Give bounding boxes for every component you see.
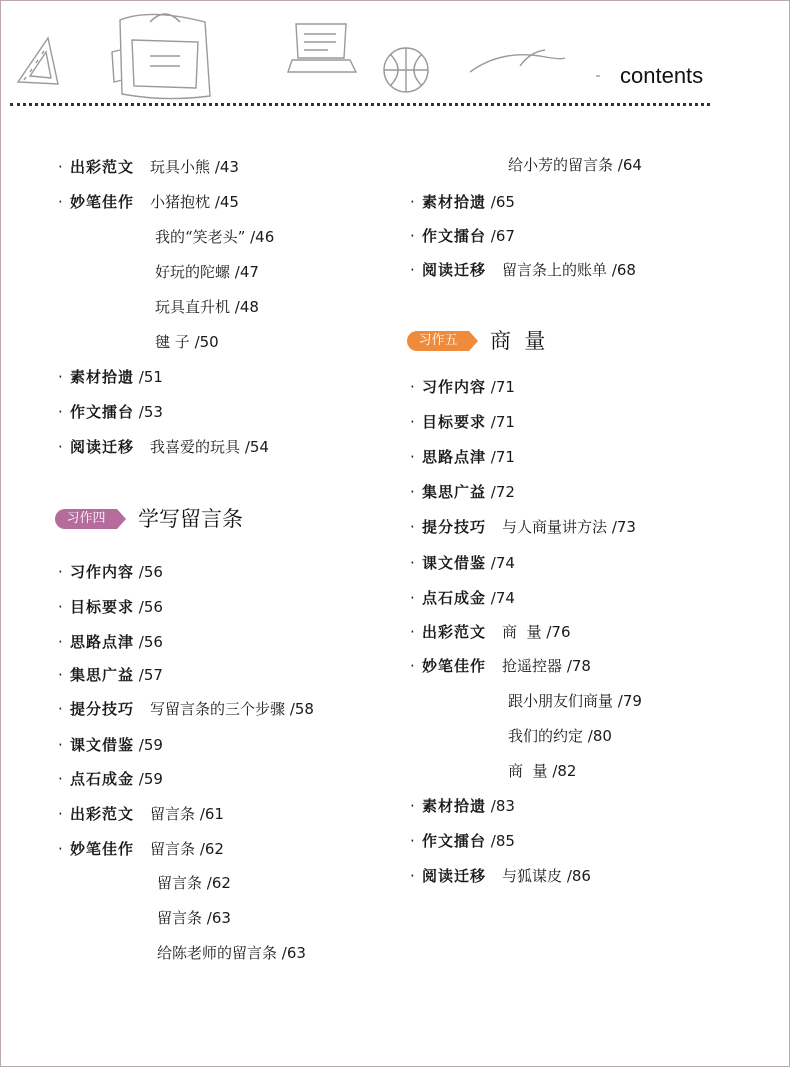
toc-category: 出彩范文 xyxy=(70,805,135,823)
toc-page: /71 xyxy=(490,378,515,396)
toc-entry[interactable] xyxy=(70,699,314,719)
toc-category: 素材拾遗 xyxy=(422,797,487,815)
toc-entry[interactable] xyxy=(422,377,515,397)
bullet: · xyxy=(410,227,415,245)
toc-entry[interactable] xyxy=(70,562,163,582)
toc-page: /61 xyxy=(199,805,224,823)
toc-entry[interactable] xyxy=(70,839,224,859)
toc-entry[interactable] xyxy=(422,482,515,502)
toc-page: /80 xyxy=(587,727,612,745)
bullet: · xyxy=(58,805,63,823)
toc-category: 妙笔佳作 xyxy=(70,193,135,211)
toc-entry[interactable] xyxy=(422,447,515,467)
bullet: · xyxy=(58,700,63,718)
bullet: · xyxy=(58,403,63,421)
bullet: · xyxy=(410,589,415,607)
bullet: · xyxy=(58,438,63,456)
toc-page: /62 xyxy=(206,874,231,892)
section-five-badge: 习作五 xyxy=(407,331,469,351)
section-five-arrow-icon xyxy=(469,331,478,351)
toc-page: /83 xyxy=(490,797,515,815)
toc-entry[interactable] xyxy=(70,735,163,755)
toc-entry[interactable] xyxy=(70,665,163,685)
toc-title: 我的“笑老头” xyxy=(155,228,246,246)
bullet: · xyxy=(410,261,415,279)
toc-category: 课文借鉴 xyxy=(422,554,487,572)
toc-title: 我喜爱的玩具 xyxy=(150,438,241,456)
toc-category: 点石成金 xyxy=(70,770,135,788)
toc-page: /65 xyxy=(490,193,515,211)
toc-entry[interactable] xyxy=(155,332,219,352)
toc-page: /59 xyxy=(138,770,163,788)
bullet: · xyxy=(58,158,63,176)
section-four-arrow-icon xyxy=(117,509,126,529)
toc-category: 阅读迁移 xyxy=(422,261,487,279)
toc-entry[interactable] xyxy=(422,656,591,676)
toc-page: /57 xyxy=(138,666,163,684)
bullet: · xyxy=(410,867,415,885)
toc-title: 毽 子 xyxy=(155,333,190,351)
toc-category: 作文擂台 xyxy=(422,227,487,245)
toc-page: /63 xyxy=(206,909,231,927)
toc-entry[interactable] xyxy=(508,726,612,746)
toc-title: 商 量 xyxy=(508,762,548,780)
toc-page: /54 xyxy=(244,438,269,456)
toc-title: 留言条 xyxy=(157,874,203,892)
toc-category: 阅读迁移 xyxy=(70,438,135,456)
toc-entry[interactable] xyxy=(155,262,259,282)
toc-category: 提分技巧 xyxy=(422,518,487,536)
toc-page: /72 xyxy=(490,483,515,501)
toc-page: /50 xyxy=(194,333,219,351)
bullet: · xyxy=(410,518,415,536)
toc-title: 好玩的陀螺 xyxy=(155,263,231,281)
bullet: · xyxy=(410,657,415,675)
toc-entry[interactable] xyxy=(422,192,515,212)
toc-title: 跟小朋友们商量 xyxy=(508,692,614,710)
toc-entry[interactable] xyxy=(422,260,636,280)
toc-entry[interactable] xyxy=(157,908,231,928)
laptop-icon xyxy=(288,24,356,72)
toc-entry[interactable] xyxy=(508,691,642,711)
bullet: · xyxy=(58,598,63,616)
toc-title: 给小芳的留言条 xyxy=(508,156,614,174)
toc-entry[interactable] xyxy=(70,437,269,457)
toc-category: 素材拾遗 xyxy=(422,193,487,211)
bullet: · xyxy=(410,623,415,641)
toc-entry[interactable] xyxy=(508,155,642,175)
bullet: · xyxy=(58,193,63,211)
toc-page: /56 xyxy=(138,598,163,616)
toc-page: /62 xyxy=(199,840,224,858)
toc-page: /56 xyxy=(138,633,163,651)
bullet: · xyxy=(410,832,415,850)
toc-category: 目标要求 xyxy=(422,413,487,431)
section-five-title: 商 量 xyxy=(490,329,546,353)
toc-page: /59 xyxy=(138,736,163,754)
toc-title: 留言条上的账单 xyxy=(502,261,608,279)
toc-category: 作文擂台 xyxy=(422,832,487,850)
toc-page: /63 xyxy=(281,944,306,962)
toc-entry[interactable] xyxy=(422,412,515,432)
toc-page: /71 xyxy=(490,448,515,466)
toc-title: 留言条 xyxy=(150,805,196,823)
toc-category: 妙笔佳作 xyxy=(70,840,135,858)
bullet: · xyxy=(410,797,415,815)
toc-category: 素材拾遗 xyxy=(70,368,135,386)
bullet: · xyxy=(410,193,415,211)
contents-heading: contents xyxy=(620,63,704,88)
toc-entry[interactable] xyxy=(422,517,636,537)
triangle-ruler-icon xyxy=(18,38,58,84)
toc-entry[interactable] xyxy=(70,367,163,387)
toc-entry[interactable] xyxy=(70,632,163,652)
toc-entry[interactable] xyxy=(422,796,515,816)
dotted-divider xyxy=(10,103,710,106)
section-four-title: 学写留言条 xyxy=(138,507,243,531)
toc-page: /71 xyxy=(490,413,515,431)
toc-page: /53 xyxy=(138,403,163,421)
toc-title: 与狐谋皮 xyxy=(502,867,563,885)
basketball-icon xyxy=(384,48,428,92)
toc-entry[interactable] xyxy=(70,597,163,617)
toc-entry[interactable] xyxy=(155,297,259,317)
toc-entry[interactable] xyxy=(155,227,274,247)
bullet: · xyxy=(58,666,63,684)
toc-entry[interactable] xyxy=(70,192,239,212)
toc-title: 玩具直升机 xyxy=(155,298,231,316)
toc-title: 写留言条的三个步骤 xyxy=(150,700,286,718)
toc-page: /43 xyxy=(214,158,239,176)
toc-entry[interactable] xyxy=(70,402,163,422)
backpack-icon xyxy=(112,14,210,99)
toc-page: /48 xyxy=(234,298,259,316)
toc-page: /76 xyxy=(546,623,571,641)
bullet: · xyxy=(58,736,63,754)
toc-title: 留言条 xyxy=(150,840,196,858)
bullet: · xyxy=(58,840,63,858)
toc-entry[interactable] xyxy=(70,769,163,789)
toc-entry[interactable] xyxy=(508,761,576,781)
toc-page: /58 xyxy=(289,700,314,718)
toc-entry[interactable] xyxy=(422,866,591,886)
toc-title: 小猪抱枕 xyxy=(150,193,211,211)
toc-page: /74 xyxy=(490,554,515,572)
toc-page: /56 xyxy=(138,563,163,581)
bullet: · xyxy=(410,378,415,396)
bullet: · xyxy=(58,633,63,651)
toc-page: /64 xyxy=(617,156,642,174)
bullet: · xyxy=(410,413,415,431)
toc-title: 玩具小熊 xyxy=(150,158,211,176)
toc-page: /51 xyxy=(138,368,163,386)
section-four-badge: 习作四 xyxy=(55,509,117,529)
toc-category: 思路点津 xyxy=(70,633,135,651)
toc-page: /45 xyxy=(214,193,239,211)
toc-title: 留言条 xyxy=(157,909,203,927)
bullet: · xyxy=(58,770,63,788)
toc-category: 集思广益 xyxy=(422,483,487,501)
toc-category: 点石成金 xyxy=(422,589,487,607)
toc-entry[interactable] xyxy=(422,226,515,246)
toc-page: /73 xyxy=(611,518,636,536)
toc-category: 集思广益 xyxy=(70,666,135,684)
toc-category: 目标要求 xyxy=(70,598,135,616)
toc-category: 出彩范文 xyxy=(422,623,487,641)
sketch-swoosh-icon xyxy=(470,50,600,76)
toc-page: /82 xyxy=(552,762,577,780)
toc-category: 作文擂台 xyxy=(70,403,135,421)
bullet: · xyxy=(410,483,415,501)
toc-page: /79 xyxy=(617,692,642,710)
toc-category: 习作内容 xyxy=(70,563,135,581)
toc-entry[interactable] xyxy=(157,943,306,963)
toc-category: 妙笔佳作 xyxy=(422,657,487,675)
toc-title: 抢遥控器 xyxy=(502,657,563,675)
toc-entry[interactable] xyxy=(422,831,515,851)
toc-category: 课文借鉴 xyxy=(70,736,135,754)
toc-category: 习作内容 xyxy=(422,378,487,396)
toc-page: /85 xyxy=(490,832,515,850)
toc-page: /46 xyxy=(250,228,275,246)
toc-entry[interactable] xyxy=(157,873,231,893)
toc-category: 出彩范文 xyxy=(70,158,135,176)
toc-page: /74 xyxy=(490,589,515,607)
toc-page: /86 xyxy=(566,867,591,885)
bullet: · xyxy=(58,368,63,386)
toc-entry[interactable] xyxy=(70,804,224,824)
bullet: · xyxy=(410,448,415,466)
toc-entry[interactable] xyxy=(422,553,515,573)
toc-title: 与人商量讲方法 xyxy=(502,518,608,536)
toc-title: 商 量 xyxy=(502,623,542,641)
toc-entry[interactable] xyxy=(422,588,515,608)
toc-page: /67 xyxy=(490,227,515,245)
toc-category: 思路点津 xyxy=(422,448,487,466)
toc-entry[interactable] xyxy=(422,622,570,642)
toc-category: 阅读迁移 xyxy=(422,867,487,885)
toc-page: /78 xyxy=(566,657,591,675)
toc-category: 提分技巧 xyxy=(70,700,135,718)
bullet: · xyxy=(58,563,63,581)
toc-page: /47 xyxy=(234,263,259,281)
toc-page: /68 xyxy=(611,261,636,279)
toc-entry[interactable] xyxy=(70,157,239,177)
toc-title: 我们的约定 xyxy=(508,727,584,745)
bullet: · xyxy=(410,554,415,572)
toc-title: 给陈老师的留言条 xyxy=(157,944,278,962)
header-sketch-illustration xyxy=(0,0,790,110)
